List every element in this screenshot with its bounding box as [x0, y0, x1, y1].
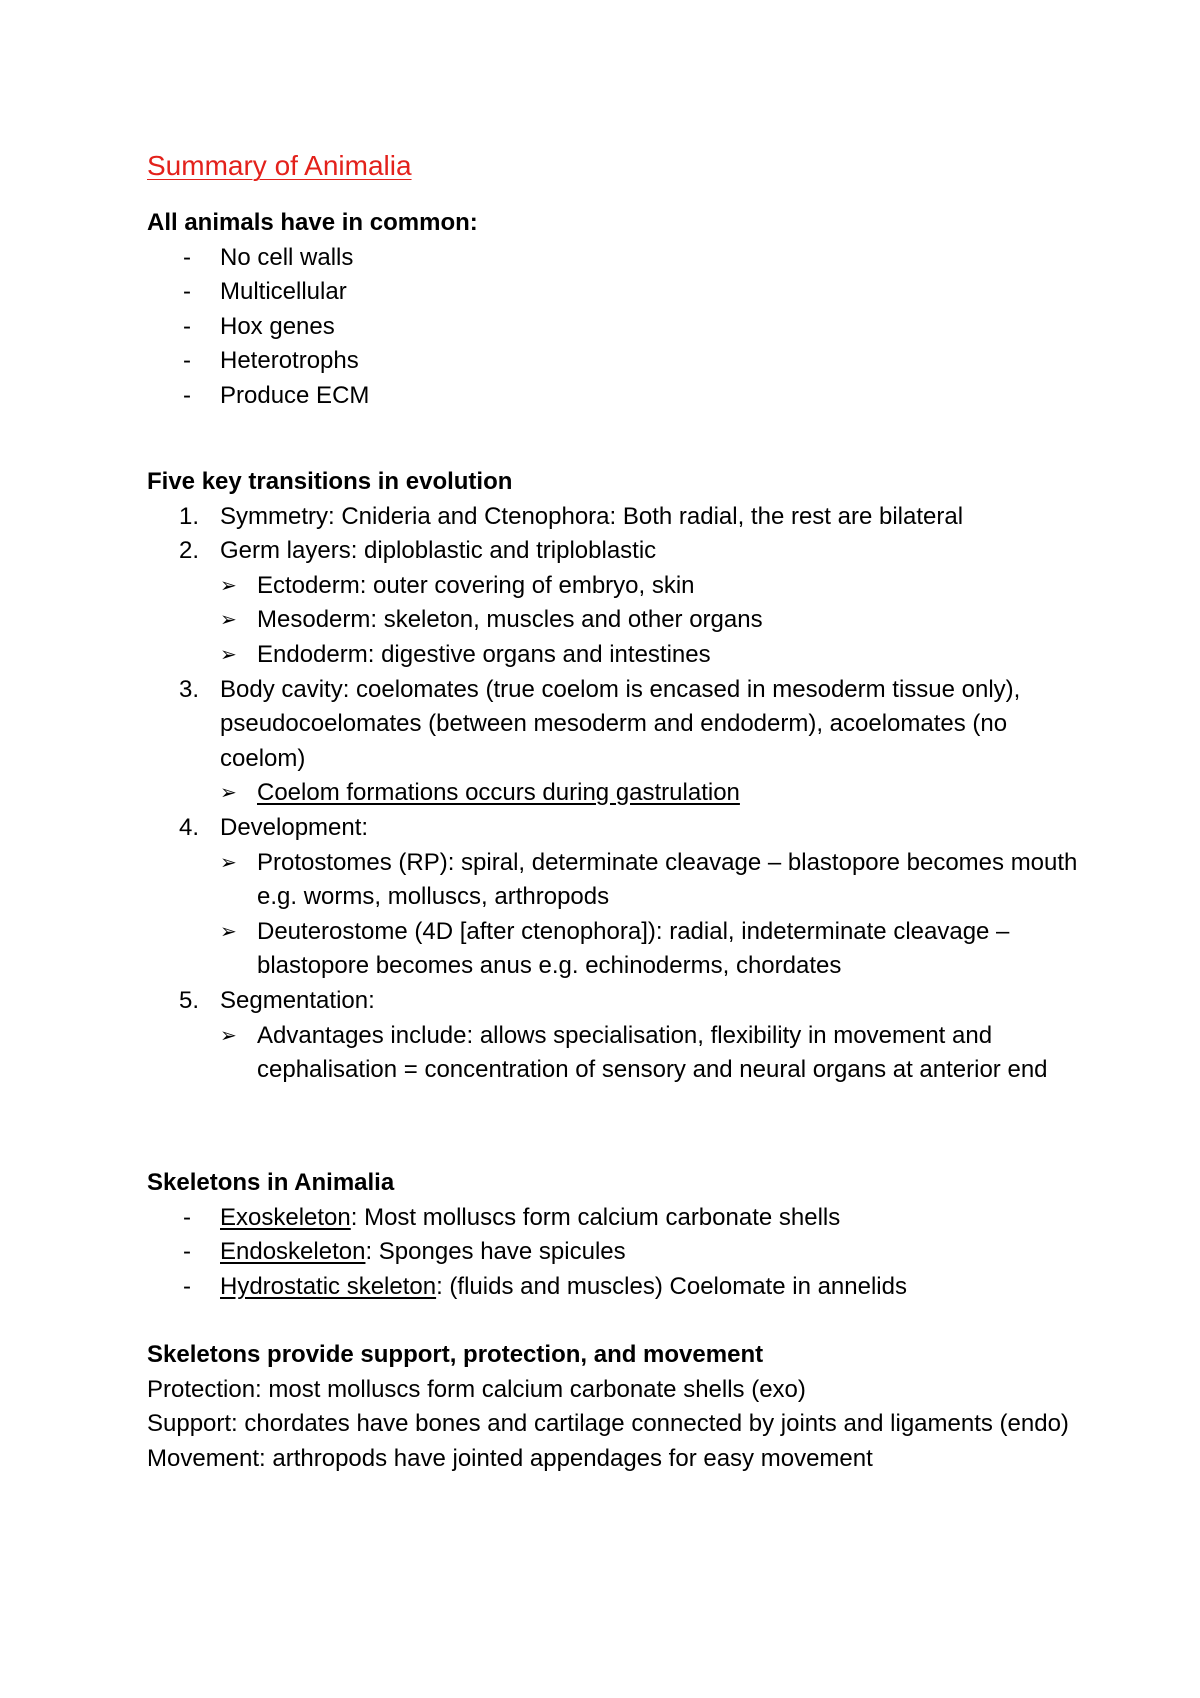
- dash-bullet: -: [183, 312, 191, 340]
- skeleton-term: Endoskeleton: [220, 1238, 366, 1266]
- skeleton-description: : Most molluscs form calcium carbonate shells: [350, 1203, 841, 1231]
- dash-bullet: -: [183, 243, 191, 271]
- numbered-item: [147, 811, 1087, 846]
- sub-item-text: Coelom formations occurs during gastrulation: [257, 779, 740, 807]
- item-number: 2.: [179, 537, 200, 565]
- list-item: [147, 1201, 1087, 1236]
- skeleton-term: Hydrostatic skeleton: [220, 1272, 437, 1300]
- list-item-text: Heterotrophs: [220, 347, 359, 375]
- transitions-heading: Five key transitions in evolution: [147, 468, 513, 495]
- list-item-text: [147, 1270, 1087, 1305]
- dash-bullet: -: [183, 347, 191, 375]
- item-number: 1.: [179, 502, 200, 530]
- provide-heading: Skeletons provide support, protection, and movement: [147, 1341, 764, 1368]
- list-item: [147, 1270, 1087, 1305]
- common-section: [147, 206, 1087, 414]
- dash-bullet: -: [183, 1203, 191, 1231]
- list-item: [147, 275, 1087, 310]
- sub-item-text: Endoderm: digestive organs and intestines: [257, 640, 711, 668]
- dash-bullet: -: [183, 278, 191, 306]
- numbered-item-text: Development:: [220, 813, 369, 841]
- transitions-section: [147, 465, 1087, 1088]
- sub-item: [147, 638, 1087, 673]
- numbered-item-text: Segmentation:: [220, 986, 375, 1014]
- page-title: Summary of Animalia: [147, 150, 412, 181]
- item-number: 3.: [179, 675, 200, 703]
- arrow-bullet-icon: ➢: [220, 851, 237, 874]
- list-item-text: [147, 1201, 1087, 1236]
- numbered-item-text: Body cavity: coelomates (true coelom is encased in mesoderm tissue only), pseudocoelomates (between mesoderm and endoderm), acoelomates (no coelom): [220, 675, 1021, 772]
- sub-item: [147, 915, 1087, 984]
- skeletons-section: [147, 1166, 1087, 1304]
- list-item-text: [147, 1235, 1087, 1270]
- sub-item: [147, 776, 1087, 811]
- paragraph-line: Protection: most molluscs form calcium carbonate shells (exo): [147, 1375, 806, 1403]
- common-heading: All animals have in common:: [147, 209, 478, 236]
- paragraph-line: Movement: arthropods have jointed appendages for easy movement: [147, 1444, 873, 1472]
- list-item-text: Multicellular: [220, 278, 347, 306]
- numbered-item: [147, 500, 1087, 535]
- sub-item-text: Deuterostome (4D [after ctenophora]): radial, indeterminate cleavage – blastopore becomes anus e.g. echinoderms, chordates: [257, 917, 1010, 980]
- sub-item-text: Protostomes (RP): spiral, determinate cleavage – blastopore becomes mouth e.g. worms, molluscs, arthropods: [257, 848, 1078, 911]
- arrow-bullet-icon: ➢: [220, 782, 237, 805]
- item-number: 5.: [179, 986, 200, 1014]
- numbered-item: [147, 673, 1087, 777]
- item-number: 4.: [179, 813, 200, 841]
- arrow-bullet-icon: ➢: [220, 609, 237, 632]
- skeletons-heading: Skeletons in Animalia: [147, 1169, 395, 1196]
- list-item-text: Produce ECM: [220, 381, 370, 409]
- arrow-bullet-icon: ➢: [220, 1024, 237, 1047]
- dash-bullet: -: [183, 381, 191, 409]
- sub-item-text: Ectoderm: outer covering of embryo, skin: [257, 571, 695, 599]
- sub-item: [147, 569, 1087, 604]
- arrow-bullet-icon: ➢: [220, 643, 237, 666]
- provide-section: [147, 1338, 1087, 1476]
- arrow-bullet-icon: ➢: [220, 574, 237, 597]
- skeleton-term: Exoskeleton: [220, 1203, 351, 1231]
- list-item-text: Hox genes: [220, 312, 335, 340]
- list-item: [147, 241, 1087, 276]
- sub-item-text: Advantages include: allows specialisation, flexibility in movement and cephalisation = concentration of sensory and neural organs at anterior end: [257, 1021, 1048, 1084]
- list-item: [147, 379, 1087, 414]
- paragraph-line: Support: chordates have bones and cartilage connected by joints and ligaments (endo): [147, 1410, 1069, 1438]
- list-item: [147, 310, 1087, 345]
- list-item: [147, 1235, 1087, 1270]
- list-item-text: No cell walls: [220, 243, 354, 271]
- sub-item: [147, 1019, 1087, 1088]
- sub-item: [147, 603, 1087, 638]
- numbered-item-text: Symmetry: Cnideria and Ctenophora: Both radial, the rest are bilateral: [220, 502, 964, 530]
- list-item: [147, 344, 1087, 379]
- dash-bullet: -: [183, 1272, 191, 1300]
- arrow-bullet-icon: ➢: [220, 920, 237, 943]
- numbered-item: [147, 534, 1087, 569]
- sub-item-text: Mesoderm: skeleton, muscles and other organs: [257, 606, 763, 634]
- numbered-item-text: Germ layers: diploblastic and triploblastic: [220, 537, 657, 565]
- dash-bullet: -: [183, 1238, 191, 1266]
- skeleton-description: : (fluids and muscles) Coelomate in annelids: [436, 1272, 907, 1300]
- numbered-item: [147, 984, 1087, 1019]
- sub-item: [147, 846, 1087, 915]
- skeleton-description: : Sponges have spicules: [365, 1238, 626, 1266]
